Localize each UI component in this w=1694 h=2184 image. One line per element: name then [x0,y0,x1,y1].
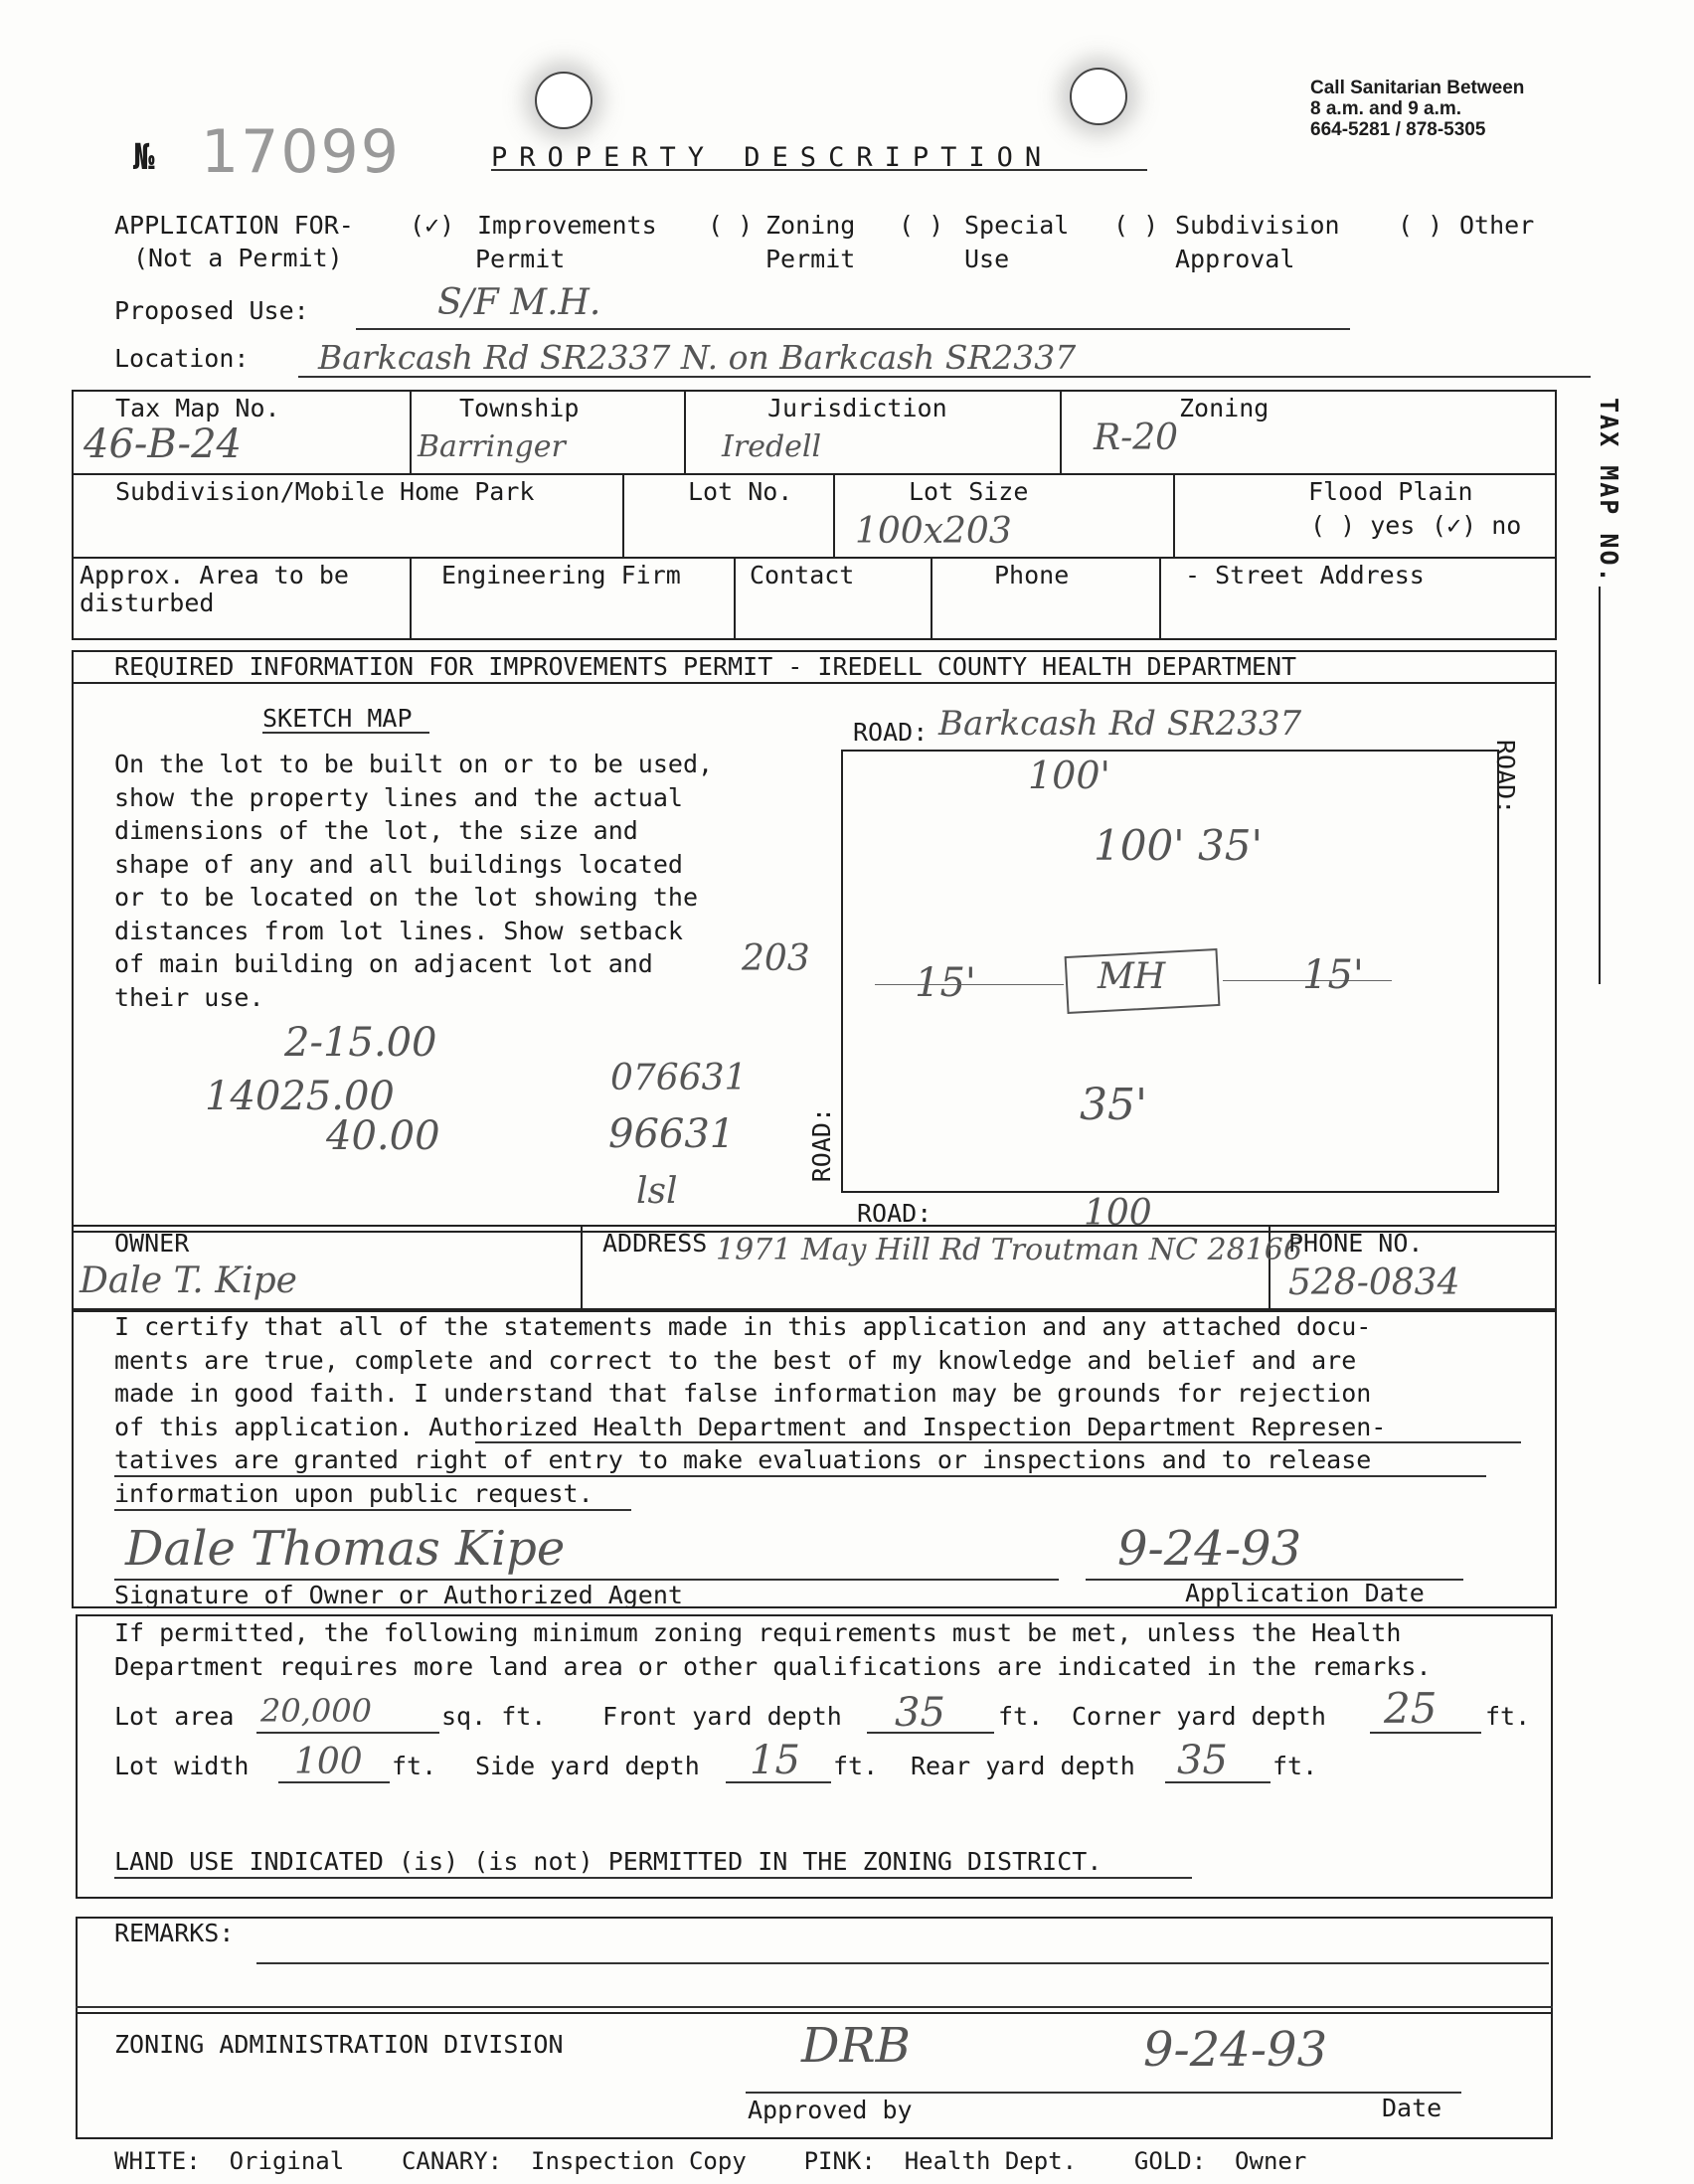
flood-plain-label: Flood Plain [1308,477,1473,506]
option-zoning-label-2: Permit [765,245,856,273]
setback-line-left [875,984,1064,985]
application-sublabel: (Not a Permit) [133,244,343,272]
home-label: MH [1098,956,1166,997]
rear-yard-value[interactable]: 35 [1177,1738,1228,1783]
contact-label: Contact [750,561,855,589]
township-label: Township [459,394,580,422]
lot-width-unit: ft. [392,1752,437,1780]
front-yard-label: Front yard depth [602,1702,842,1731]
option-improvements-label-2: Permit [475,245,566,273]
jurisdiction-label: Jurisdiction [767,394,947,422]
road-top-value[interactable]: Barkcash Rd SR2337 [938,704,1302,744]
remarks-line-1[interactable] [256,1962,1549,1964]
location-label: Location: [114,344,250,373]
approved-by-label: Approved by [748,2096,913,2124]
lot-size-label: Lot Size [909,477,1029,506]
hand-note-6: lsl [636,1171,678,1212]
zoning-label: Zoning [1179,394,1270,422]
sketch-heading-underline [262,732,429,734]
map-label-side-left: 15' [915,960,976,1006]
zoning-value[interactable]: R-20 [1094,418,1179,458]
lot-width-value[interactable]: 100 [294,1742,363,1782]
jurisdiction-value[interactable]: Iredell [722,429,822,464]
option-zoning-mark[interactable]: ( ) [708,211,754,240]
location-value[interactable]: Barkcash Rd SR2337 N. on Barkcash SR2337 [318,338,1077,377]
map-label-side-right: 15' [1302,952,1364,998]
option-special-label: Special [964,211,1070,240]
proposed-use-label: Proposed Use: [114,296,309,325]
township-value[interactable]: Barringer [418,429,566,464]
certification-text: I certify that all of the statements made in this application and any attached docu- ments are true, complete and correct to the best of my knowledge and belief and are made in good faith. I understand that false information may be grounds for rejection of this application. Authorized Health Department and Inspection Department Represen- tatives are granted right of entry to make evaluations or inspections and to release information upon public request. [114,1312,1387,1508]
flood-plain-yes[interactable]: ( ) yes [1310,511,1416,540]
road-label-top: ROAD: [853,718,929,747]
lot-size-value[interactable]: 100x203 [855,511,1012,552]
lot-width-label: Lot width [114,1752,250,1780]
zoning-admin-label: ZONING ADMINISTRATION DIVISION [114,2030,564,2059]
flood-plain-no[interactable]: (✓) no [1432,511,1522,540]
option-improvements-mark[interactable]: (✓) [410,211,455,240]
hand-note-5: 96631 [608,1111,736,1157]
option-other-mark[interactable]: ( ) [1398,211,1443,240]
lot-area-value[interactable]: 20,000 [260,1692,372,1730]
subdivision-label: Subdivision/Mobile Home Park [115,477,535,506]
sketch-instructions: On the lot to be built on or to be used, show the property lines and the actual dimensions of the lot, the size and shape of any and all buildings located or to be located on the lot showing the distances from lot lines. Show setback of main building on adjacent lot and their use. [114,750,714,1012]
land-use-statement: LAND USE INDICATED (is) (is not) PERMITTED IN THE ZONING DISTRICT. [114,1847,1102,1876]
option-special-mark[interactable]: ( ) [899,211,944,240]
proposed-use-value[interactable]: S/F M.H. [437,282,601,323]
signature-value[interactable]: Dale Thomas Kipe [125,1521,566,1577]
punch-hole-right [1070,68,1127,125]
signature-label: Signature of Owner or Authorized Agent [114,1581,683,1609]
side-yard-unit: ft. [833,1752,879,1780]
option-subdivision-mark[interactable]: ( ) [1113,211,1159,240]
street-address-label: - Street Address [1185,561,1425,589]
road-label-right: ROAD: [1491,740,1520,815]
sketch-heading: SKETCH MAP [262,704,413,733]
address-value[interactable]: 1971 May Hill Rd Troutman NC 28166 [716,1233,1302,1267]
form-number: 17099 [201,117,401,187]
option-subdivision-label-2: Approval [1175,245,1295,273]
punch-hole-left [535,72,593,129]
option-improvements-label: Improvements [477,211,657,240]
front-yard-unit: ft. [998,1702,1044,1731]
remarks-label: REMARKS: [114,1919,235,1947]
map-label-bottom: 100 [1084,1193,1152,1234]
corner-yard-unit: ft. [1485,1702,1531,1731]
lot-area-unit: sq. ft. [441,1702,547,1731]
page-title: PROPERTY DESCRIPTION [491,142,1054,173]
front-yard-value[interactable]: 35 [895,1690,945,1736]
area-disturbed-label-2: disturbed [80,588,215,617]
map-label-front: 100' 35' [1094,821,1264,870]
option-special-label-2: Use [964,245,1010,273]
tax-map-side-line [1599,587,1601,984]
map-label-rear: 35' [1080,1080,1148,1130]
application-date-value[interactable]: 9-24-93 [1117,1521,1302,1577]
road-label-bottom: ROAD: [857,1199,932,1228]
corner-yard-value[interactable]: 25 [1384,1684,1438,1733]
hand-note-4: 076631 [610,1058,748,1098]
approval-date-value[interactable]: 9-24-93 [1143,2022,1328,2078]
application-date-label: Application Date [1185,1579,1425,1607]
phone-label: Phone [994,561,1070,589]
map-label-depth: 203 [742,938,810,979]
hand-note-3: 40.00 [326,1113,440,1159]
approval-line [746,2092,1461,2094]
owner-label: OWNER [114,1229,190,1258]
form-number-label: № [133,137,155,178]
rear-yard-unit: ft. [1272,1752,1318,1780]
approved-by-value[interactable]: DRB [801,2018,911,2074]
phone-no-label: PHONE NO. [1288,1229,1424,1258]
map-label-top: 100' [1028,754,1110,797]
road-label-left: ROAD: [807,1107,836,1183]
approval-date-label: Date [1382,2094,1442,2122]
corner-yard-label: Corner yard depth [1072,1702,1326,1731]
lot-area-label: Lot area [114,1702,235,1731]
rear-yard-label: Rear yard depth [911,1752,1135,1780]
hand-note-1: 2-15.00 [284,1020,437,1066]
title-underline [491,169,1147,171]
tax-map-label: Tax Map No. [115,394,280,422]
area-disturbed-label: Approx. Area to be [80,561,349,589]
option-other-label: Other [1459,211,1535,240]
tax-map-value[interactable]: 46-B-24 [84,421,242,467]
option-zoning-label: Zoning [765,211,856,240]
call-notice: Call Sanitarian Between 8 a.m. and 9 a.m. 664-5281 / 878-5305 [1310,78,1525,140]
zoning-intro: If permitted, the following minimum zoning requirements must be met, unless the Health Department requires more land area or other qualifications are indicated in the remarks. [114,1618,1432,1681]
proposed-use-line [356,328,1350,330]
copies-legend: WHITE: Original CANARY: Inspection Copy PINK: Health Dept. GOLD: Owner [114,2147,1307,2175]
required-heading: REQUIRED INFORMATION FOR IMPROVEMENTS PERMIT - IREDELL COUNTY HEALTH DEPARTMENT [114,652,1297,681]
tax-map-side-label: TAX MAP NO. [1595,398,1623,585]
remarks-line-2[interactable] [76,2006,1553,2008]
owner-value[interactable]: Dale T. Kipe [80,1260,297,1301]
side-yard-value[interactable]: 15 [750,1738,800,1783]
engineering-firm-label: Engineering Firm [441,561,681,589]
application-label: APPLICATION FOR- [114,211,354,240]
phone-no-value[interactable]: 528-0834 [1288,1262,1460,1303]
lot-no-label: Lot No. [688,477,793,506]
hand-note-2: 14025.00 [205,1074,395,1119]
address-label: ADDRESS [602,1229,708,1258]
side-yard-label: Side yard depth [475,1752,700,1780]
option-subdivision-label: Subdivision [1175,211,1340,240]
